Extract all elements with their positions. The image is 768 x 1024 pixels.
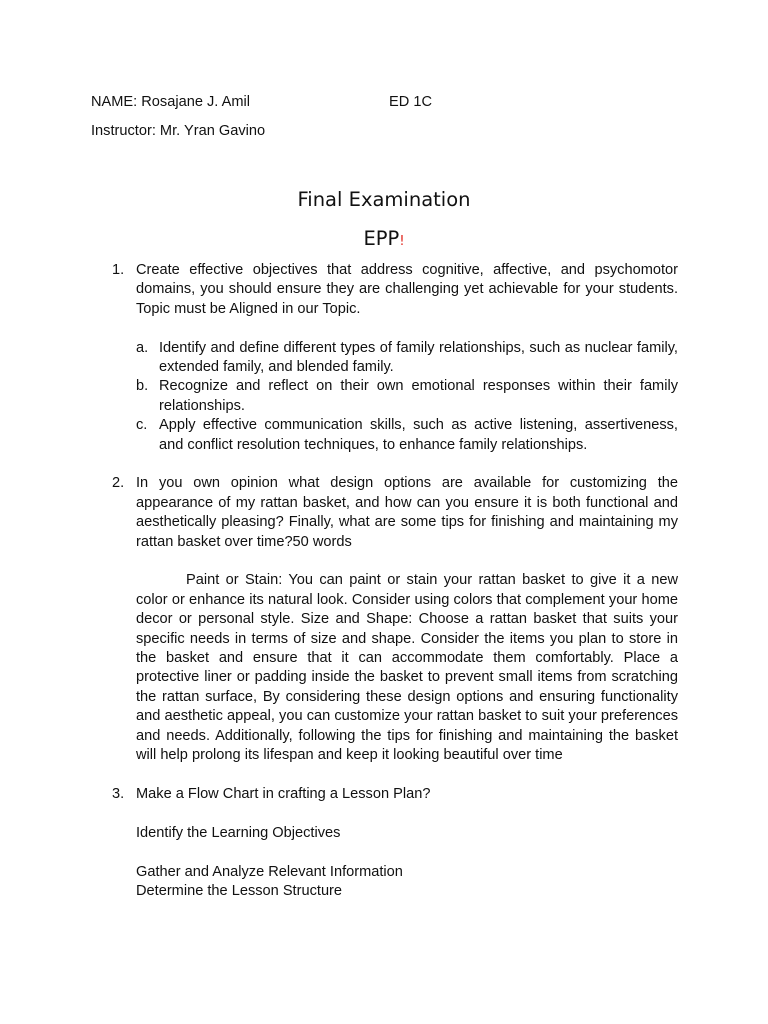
objectives-list — [136, 339, 678, 455]
question-text: Make a Flow Chart in crafting a Lesson Plan? — [136, 785, 431, 802]
list-item — [136, 339, 678, 378]
page-title: Final Examination — [297, 188, 471, 211]
page-subtitle — [0, 226, 768, 255]
list-letter: a. — [136, 339, 149, 356]
question-2 — [112, 474, 678, 765]
subtitle-mark: ! — [399, 234, 405, 249]
list-item-text: Identify and define different types of family relationships, such as nuclear family, extended family, and blended family. — [159, 339, 678, 376]
student-name: NAME: Rosajane J. Amil — [91, 94, 250, 110]
question-number: 1. — [112, 262, 125, 278]
flow-step: Gather and Analyze Relevant Information — [136, 863, 403, 880]
question-number: 2. — [112, 475, 125, 492]
question-text: Create effective objectives that address cognitive, affective, and psychomotor domains, you should ensure they are challenging yet achievable for your students. Topic must be Aligned in our Topic. — [136, 262, 678, 317]
list-item-text: Recognize and reflect on their own emotional responses within their family relationships. — [159, 378, 678, 414]
subtitle-text: EPP — [363, 227, 400, 250]
flow-step: Identify the Learning Objectives — [136, 824, 341, 841]
exam-content — [112, 261, 678, 901]
list-letter: b. — [136, 378, 149, 395]
list-letter: c. — [136, 417, 148, 434]
list-item — [136, 377, 678, 416]
question-1 — [112, 261, 678, 455]
answer-paragraph: Paint or Stain: You can paint or stain your rattan basket to give it a new color or enhance its natural look. Consider using colors that complement your home decor or personal style. Size and Shape: Choose a rattan basket that suits your specific needs in terms of size and shape. Consider the items you plan to store in the basket and ensure that it can accommodate them comfortably. Place a protective liner or padding inside the basket to prevent small items from scratching the rattan surface, By considering these design options and ensuring functionality and aesthetic appeal, you can customize your rattan basket to suit your preferences and needs. Additionally, following the tips for finishing and maintaining the basket will help prolong its lifespan and keep it looking beautiful over time — [136, 572, 678, 764]
instructor-name: Instructor: Mr. Yran Gavino — [91, 123, 266, 139]
question-3 — [112, 785, 678, 901]
flow-step: Determine the Lesson Structure — [136, 882, 343, 899]
class-code: ED 1C — [389, 94, 432, 110]
list-item-text: Apply effective communication skills, such as active listening, assertiveness, and conflict resolution techniques, to enhance family relationships. — [159, 417, 678, 453]
question-text: In you own opinion what design options are available for customizing the appearance of my rattan basket, and how can you ensure it is both functional and aesthetically pleasing? Finally, what are some tips for finishing and maintaining my rattan basket over time?50 words — [136, 475, 678, 550]
list-item — [136, 416, 678, 455]
question-number: 3. — [112, 785, 125, 802]
